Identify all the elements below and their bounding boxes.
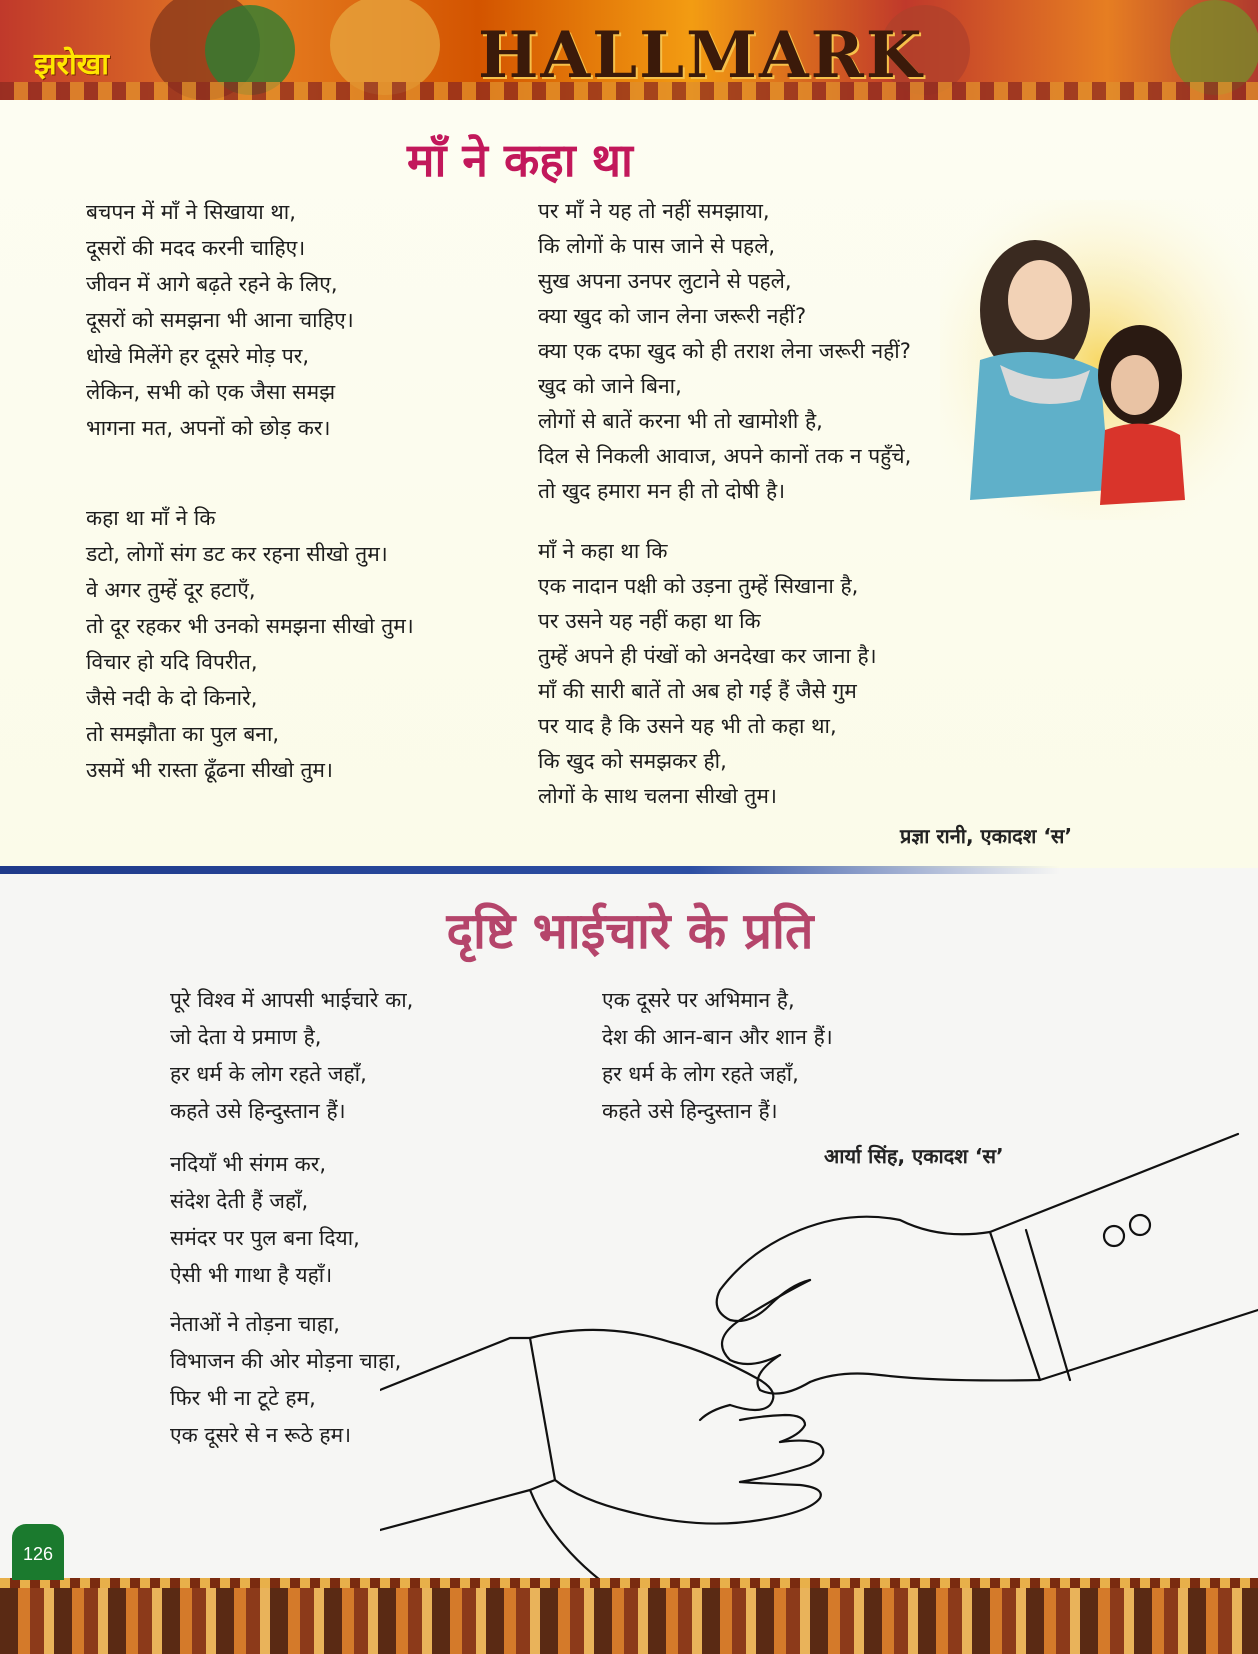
- poem-line: पर माँ ने यह तो नहीं समझाया,: [538, 199, 770, 223]
- poem-line: तो समझौता का पुल बना,: [86, 722, 280, 746]
- stanza-left-1: [86, 194, 354, 446]
- poem-line: क्या एक दफा खुद को ही तराश लेना जरूरी नहीं?: [538, 339, 911, 363]
- poem-line: पर उसने यह नहीं कहा था कि: [538, 609, 761, 633]
- poem-line: हर धर्म के लोग रहते जहाँ,: [170, 1062, 367, 1086]
- stanza-right-2: [538, 534, 877, 814]
- poem-title: माँ ने कहा था: [407, 133, 633, 187]
- poem-line: सुख अपना उनपर लुटाने से पहले,: [538, 269, 792, 293]
- poem-line: डटो, लोगों संग डट कर रहना सीखो तुम।: [86, 542, 388, 566]
- poem-line: तुम्हें अपने ही पंखों को अनदेखा कर जाना है।: [538, 644, 877, 668]
- stanza-left-1: [170, 982, 413, 1130]
- stanza-left-2: [86, 500, 414, 788]
- poem-line: पूरे विश्व में आपसी भाईचारे का,: [170, 988, 414, 1012]
- magazine-name: झरोखा: [34, 47, 110, 82]
- poem-line: संदेश देती हैं जहाँ,: [170, 1189, 309, 1213]
- poem-line: देश की आन-बान और शान हैं।: [602, 1025, 833, 1049]
- poem-author: प्रज्ञा रानी, एकादश ‘स’: [900, 824, 1073, 848]
- poem-line: तो खुद हमारा मन ही तो दोषी है।: [538, 479, 786, 503]
- poem-line: नदियाँ भी संगम कर,: [170, 1152, 327, 1176]
- page-number: 126: [12, 1524, 64, 1580]
- stanza-left-2: [170, 1146, 360, 1294]
- poem-title: दृष्टि भाईचारे के प्रति: [446, 902, 814, 960]
- poem-line: हर धर्म के लोग रहते जहाँ,: [602, 1062, 799, 1086]
- poem-line: कि खुद को समझकर ही,: [538, 749, 727, 773]
- poem-line: भागना मत, अपनों को छोड़ कर।: [86, 416, 331, 440]
- poem-line: वे अगर तुम्हें दूर हटाएँ,: [86, 578, 256, 602]
- poem-line: माँ की सारी बातें तो अब हो गई हैं जैसे गुम: [538, 679, 857, 703]
- poem-line: उसमें भी रास्ता ढूँढना सीखो तुम।: [86, 758, 333, 782]
- poem-line: फिर भी ना टूटे हम,: [170, 1386, 316, 1410]
- poem-line: दिल से निकली आवाज, अपने कानों तक न पहुँचे,: [538, 444, 912, 468]
- poem-line: दूसरों को समझना भी आना चाहिए।: [86, 308, 354, 332]
- decor-shape: [1170, 0, 1258, 95]
- poem-line: एक दूसरे पर अभिमान है,: [602, 988, 795, 1012]
- poem-section-1: [0, 100, 1258, 868]
- stanza-right-1: [538, 194, 911, 509]
- poem-line: ऐसी भी गाथा है यहाँ।: [170, 1263, 333, 1287]
- poem-line: लेकिन, सभी को एक जैसा समझ: [86, 380, 336, 404]
- decor-shape: [330, 0, 440, 95]
- stanza-right-1: [602, 982, 833, 1130]
- poem-line: तो दूर रहकर भी उनको समझना सीखो तुम।: [86, 614, 414, 638]
- poem-line: खुद को जाने बिना,: [538, 374, 682, 398]
- section-title: HALLMARK: [478, 18, 924, 93]
- poem-line: दूसरों की मदद करनी चाहिए।: [86, 236, 306, 260]
- poem-line: विभाजन की ओर मोड़ना चाहा,: [170, 1349, 402, 1373]
- poem-line: धोखे मिलेंगे हर दूसरे मोड़ पर,: [86, 344, 310, 368]
- poem-line: समंदर पर पुल बना दिया,: [170, 1226, 360, 1250]
- poem-line: लोगों से बातें करना भी तो खामोशी है,: [538, 409, 823, 433]
- poem-line: लोगों के साथ चलना सीखो तुम।: [538, 784, 777, 808]
- poem-line: क्या खुद को जान लेना जरूरी नहीं?: [538, 304, 807, 328]
- poem-line: कहते उसे हिन्दुस्तान हैं।: [170, 1099, 346, 1123]
- poem-line: जो देता ये प्रमाण है,: [170, 1025, 322, 1049]
- stanza-left-3: [170, 1306, 401, 1454]
- poem-line: बचपन में माँ ने सिखाया था,: [86, 200, 296, 224]
- poem-line: नेताओं ने तोड़ना चाहा,: [170, 1312, 340, 1336]
- poem-line: कहा था माँ ने कि: [86, 506, 216, 530]
- poem-line: कि लोगों के पास जाने से पहले,: [538, 234, 776, 258]
- section-divider: [0, 866, 1060, 874]
- poem-line: पर याद है कि उसने यह भी तो कहा था,: [538, 714, 837, 738]
- mother-daughter-illustration: [940, 200, 1258, 520]
- poem-line: विचार हो यदि विपरीत,: [86, 650, 258, 674]
- poem-line: एक दूसरे से न रूठे हम।: [170, 1423, 352, 1447]
- footer-pattern-band: [0, 1578, 1258, 1654]
- handshake-illustration: [380, 1120, 1258, 1580]
- header-banner: [0, 0, 1258, 100]
- poem-line: जैसे नदी के दो किनारे,: [86, 686, 258, 710]
- poem-line: एक नादान पक्षी को उड़ना तुम्हें सिखाना है,: [538, 574, 859, 598]
- poem-author: आर्या सिंह, एकादश ‘स’: [824, 1144, 1004, 1168]
- poem-line: जीवन में आगे बढ़ते रहने के लिए,: [86, 272, 338, 296]
- poem-line: कहते उसे हिन्दुस्तान हैं।: [602, 1099, 778, 1123]
- poem-line: माँ ने कहा था कि: [538, 539, 668, 563]
